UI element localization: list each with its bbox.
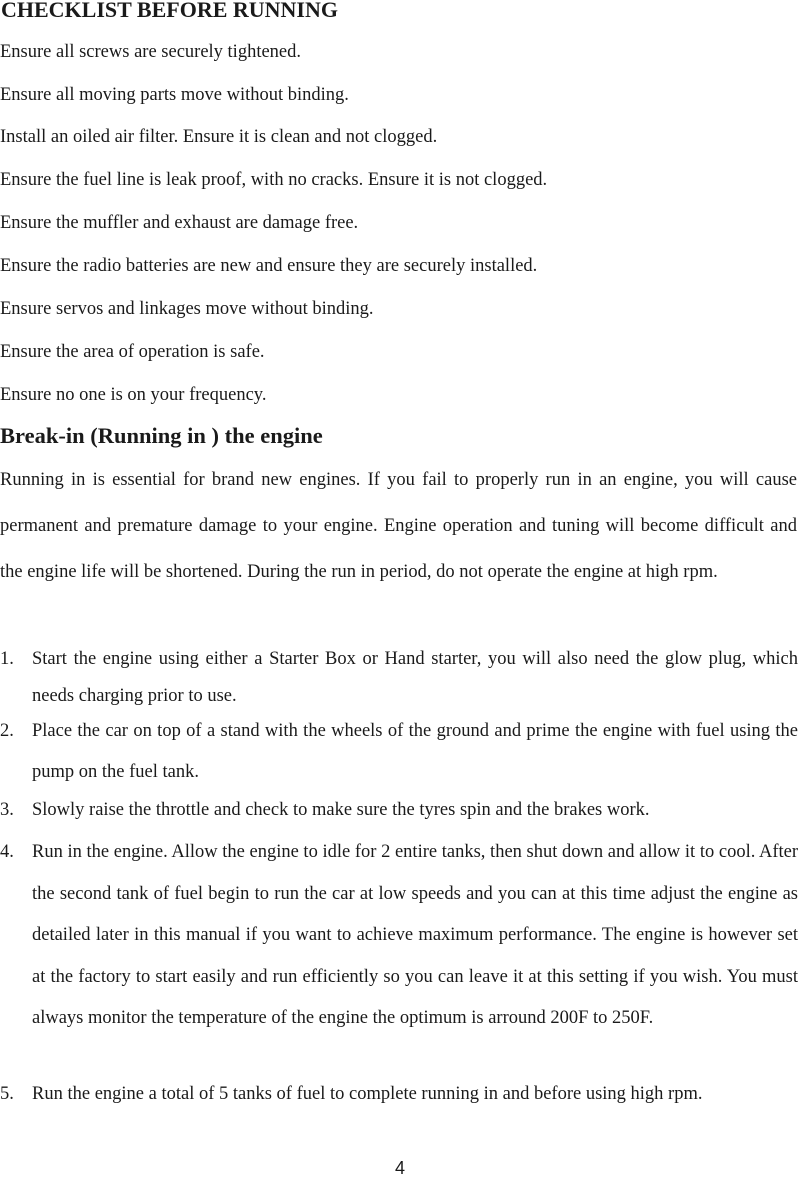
checklist-item: Ensure the area of operation is safe. [0,342,265,362]
step-text: Slowly raise the throttle and check to make sure the tyres spin and the brakes work. [32,800,650,820]
breakin-intro: Running in is essential for brand new engines. If you fail to properly run in an engine, you will cause permanent and premature damage to your engine. Engine operation and tuning will become difficult and the engine life will be shortened. During the run in period, do not operate the engine at high rpm. [0,470,797,582]
step-text: Start the engine using either a Starter Box or Hand starter, you will also need the glow plug, which needs charging prior to use. [32,649,798,706]
step-text: Run the engine a total of 5 tanks of fuel to complete running in and before using high rpm. [32,1084,703,1104]
breakin-heading: Break-in (Running in ) the engine [0,423,323,448]
step-number: 5. [0,1084,14,1104]
checklist-item: Ensure no one is on your frequency. [0,385,267,405]
checklist-item: Install an oiled air filter. Ensure it is clean and not clogged. [0,127,438,147]
step-text: Place the car on top of a stand with the wheels of the ground and prime the engine with fuel using the pump on the fuel tank. [32,721,798,782]
step-number: 3. [0,800,14,820]
checklist-item: Ensure the radio batteries are new and ensure they are securely installed. [0,256,538,276]
checklist-item: Ensure all screws are securely tightened. [0,42,302,62]
step-number: 2. [0,721,14,741]
checklist-item: Ensure servos and linkages move without binding. [0,299,374,319]
step-number: 4. [0,842,14,862]
checklist-item: Ensure the muffler and exhaust are damage free. [0,213,359,233]
checklist-heading: CHECKLIST BEFORE RUNNING [1,0,338,22]
checklist-item: Ensure the fuel line is leak proof, with no cracks. Ensure it is not clogged. [0,170,548,190]
step-number: 1. [0,649,14,669]
step-text: Run in the engine. Allow the engine to idle for 2 entire tanks, then shut down and allow it to cool. After the second tank of fuel begin to run the car at low speeds and you can at this time adjust the engine as detailed later in this manual if you want to achieve maximum performance. The engine is however set at the factory to start easily and run efficiently so you can leave it at this setting if you wish. You must always monitor the temperature of the engine the optimum is arround 200F to 250F. [32,842,798,1028]
checklist-item: Ensure all moving parts move without binding. [0,85,349,105]
page-number: 4 [394,1158,405,1178]
